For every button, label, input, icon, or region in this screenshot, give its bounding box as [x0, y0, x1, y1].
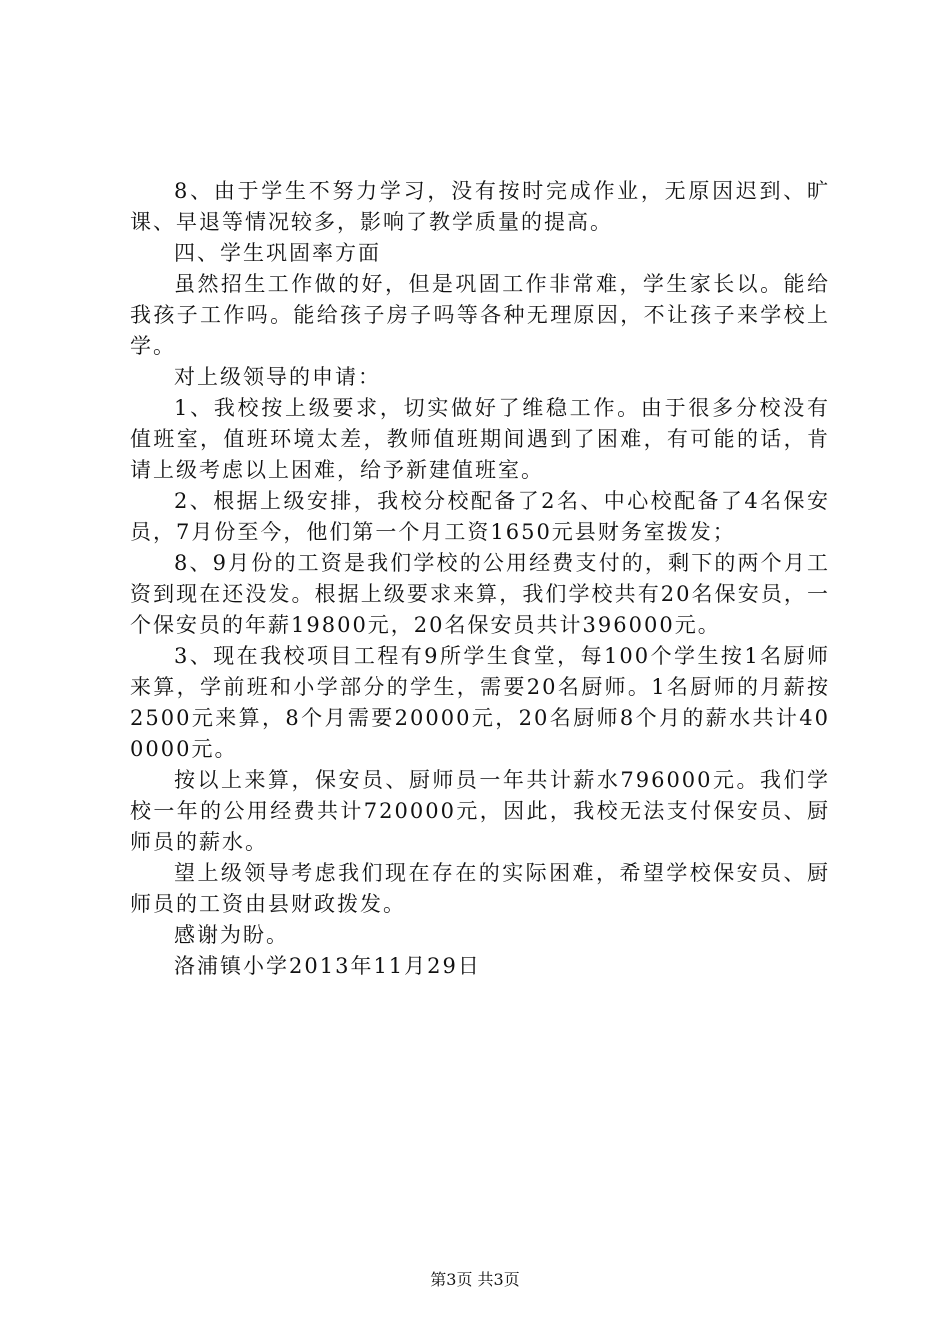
section-heading-retention: 四、学生巩固率方面	[174, 241, 381, 265]
paragraph-request: 望上级领导考虑我们现在存在的实际困难，希望学校保安员、厨师员的工资由县财政拨发。	[130, 861, 830, 916]
paragraph-security-guards: 2、根据上级安排，我校分校配备了2名、中心校配备了4名保安员，7月份至今，他们第一个月工资1650元县财务室拨发；	[130, 489, 830, 544]
paragraph-duty-room: 1、我校按上级要求，切实做好了维稳工作。由于很多分校没有值班室，值班环境太差，教师值班期间遇到了困难，有可能的话，肯请上级考虑以上困难，给予新建值班室。	[130, 396, 830, 482]
paragraph-retention: 虽然招生工作做的好，但是巩固工作非常难，学生家长以。能给我孩子工作吗。能给孩子房子吗等各种无理原因，不让孩子来学校上学。	[130, 272, 830, 358]
paragraph-cooks: 3、现在我校项目工程有9所学生食堂，每100个学生按1名厨师来算，学前班和小学部分的学生，需要20名厨师。1名厨师的月薪按2500元来算，8个月需要20000元，20名厨师8个月的薪水共计400000元。	[130, 644, 830, 761]
paragraph-item-8-reason: 8、由于学生不努力学习，没有按时完成作业，无原因迟到、旷课、早退等情况较多，影响了教学质量的提高。	[130, 179, 830, 234]
document-body	[130, 176, 830, 982]
page-number-footer: 第3页 共3页	[430, 1270, 520, 1289]
paragraph-total: 按以上来算，保安员、厨师员一年共计薪水796000元。我们学校一年的公用经费共计720000元，因此，我校无法支付保安员、厨师员的薪水。	[130, 768, 830, 854]
paragraph-wages: 8、9月份的工资是我们学校的公用经费支付的，剩下的两个月工资到现在还没发。根据上级要求来算，我们学校共有20名保安员，一个保安员的年薪19800元，20名保安员共计396000元。	[130, 551, 830, 637]
paragraph-thanks: 感谢为盼。	[174, 923, 289, 947]
signature-date: 洛浦镇小学2013年11月29日	[174, 954, 481, 978]
section-heading-application: 对上级领导的申请：	[174, 365, 381, 389]
